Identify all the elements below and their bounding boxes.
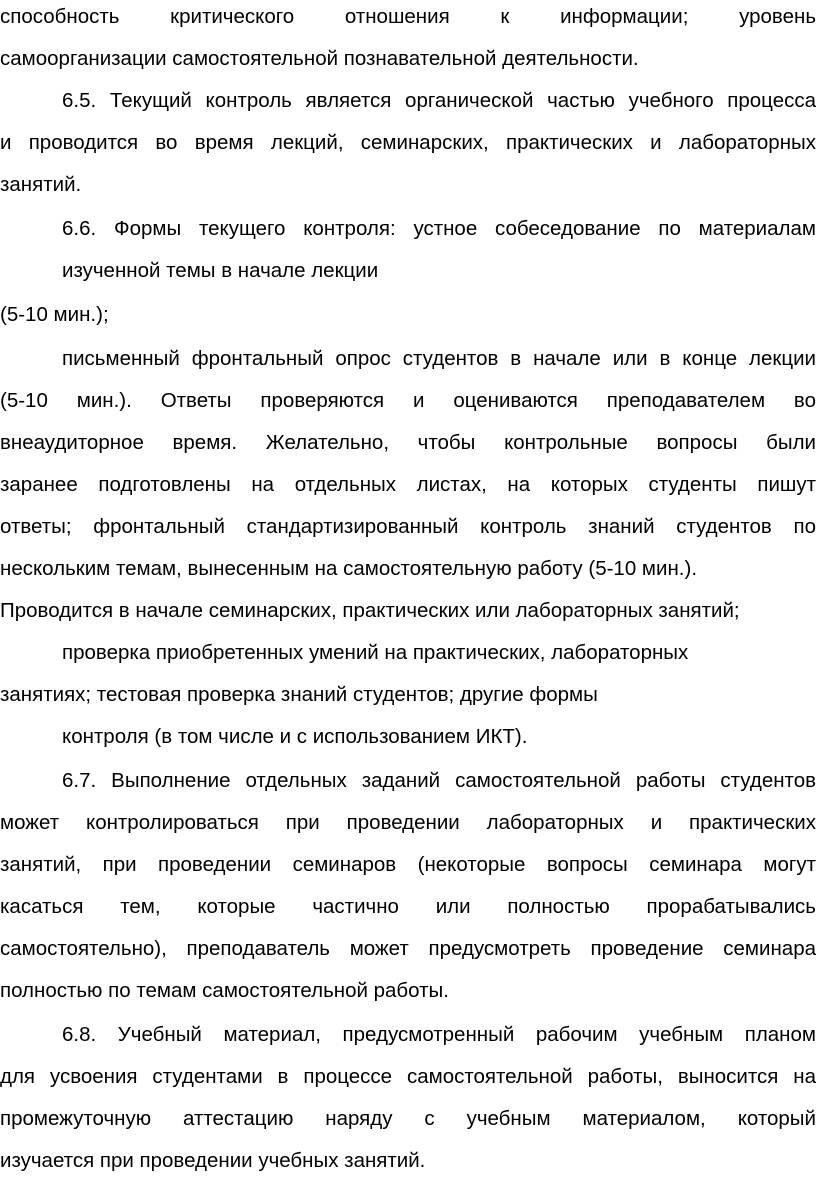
text-line: контроля (в том числе и с использованием ИКТ). <box>62 725 528 748</box>
text-line: занятиях; тестовая проверка знаний студентов; другие формы <box>0 683 598 706</box>
text-line: (5-10 мин.); <box>0 303 109 326</box>
text-line: самостоятельно), преподаватель может предусмотреть проведение семинара <box>0 937 816 960</box>
text-line: может контролироваться при проведении лабораторных и практических <box>0 811 816 834</box>
text-line: 6.6. Формы текущего контроля: устное собеседование по материалам <box>62 217 816 240</box>
text-line: занятий. <box>0 173 82 196</box>
text-line: 6.7. Выполнение отдельных заданий самостоятельной работы студентов <box>62 769 816 792</box>
text-line: и проводится во время лекций, семинарских, практических и лабораторных <box>0 131 816 154</box>
text-line: проверка приобретенных умений на практических, лабораторных <box>62 641 689 664</box>
text-line: изученной темы в начале лекции <box>62 259 379 282</box>
text-line: касаться тем, которые частично или полностью прорабатывались <box>0 895 816 918</box>
text-line: полностью по темам самостоятельной работы. <box>0 979 449 1002</box>
text-line: способность критического отношения к информации; уровень <box>0 5 816 28</box>
text-line: для усвоения студентами в процессе самостоятельной работы, выносится на <box>0 1065 816 1088</box>
text-line: внеаудиторное время. Желательно, чтобы контрольные вопросы были <box>0 431 816 454</box>
text-line: заранее подготовлены на отдельных листах, на которых студенты пишут <box>0 473 816 496</box>
text-line: изучается при проведении учебных занятий. <box>0 1149 426 1172</box>
text-line: письменный фронтальный опрос студентов в начале или в конце лекции <box>62 347 816 370</box>
text-line: промежуточную аттестацию наряду с учебным материалом, который <box>0 1107 816 1130</box>
text-line: (5-10 мин.). Ответы проверяются и оцениваются преподавателем во <box>0 389 816 412</box>
text-line: самоорганизации самостоятельной познавательной деятельности. <box>0 47 639 70</box>
text-line: ответы; фронтальный стандартизированный контроль знаний студентов по <box>0 515 816 538</box>
text-line: нескольким темам, вынесенным на самостоятельную работу (5-10 мин.). <box>0 557 698 580</box>
text-line: занятий, при проведении семинаров (некоторые вопросы семинара могут <box>0 853 816 876</box>
text-line: Проводится в начале семинарских, практических или лабораторных занятий; <box>0 599 740 622</box>
text-line: 6.5. Текущий контроль является органической частью учебного процесса <box>62 89 816 112</box>
text-line: 6.8. Учебный материал, предусмотренный рабочим учебным планом <box>62 1023 816 1046</box>
